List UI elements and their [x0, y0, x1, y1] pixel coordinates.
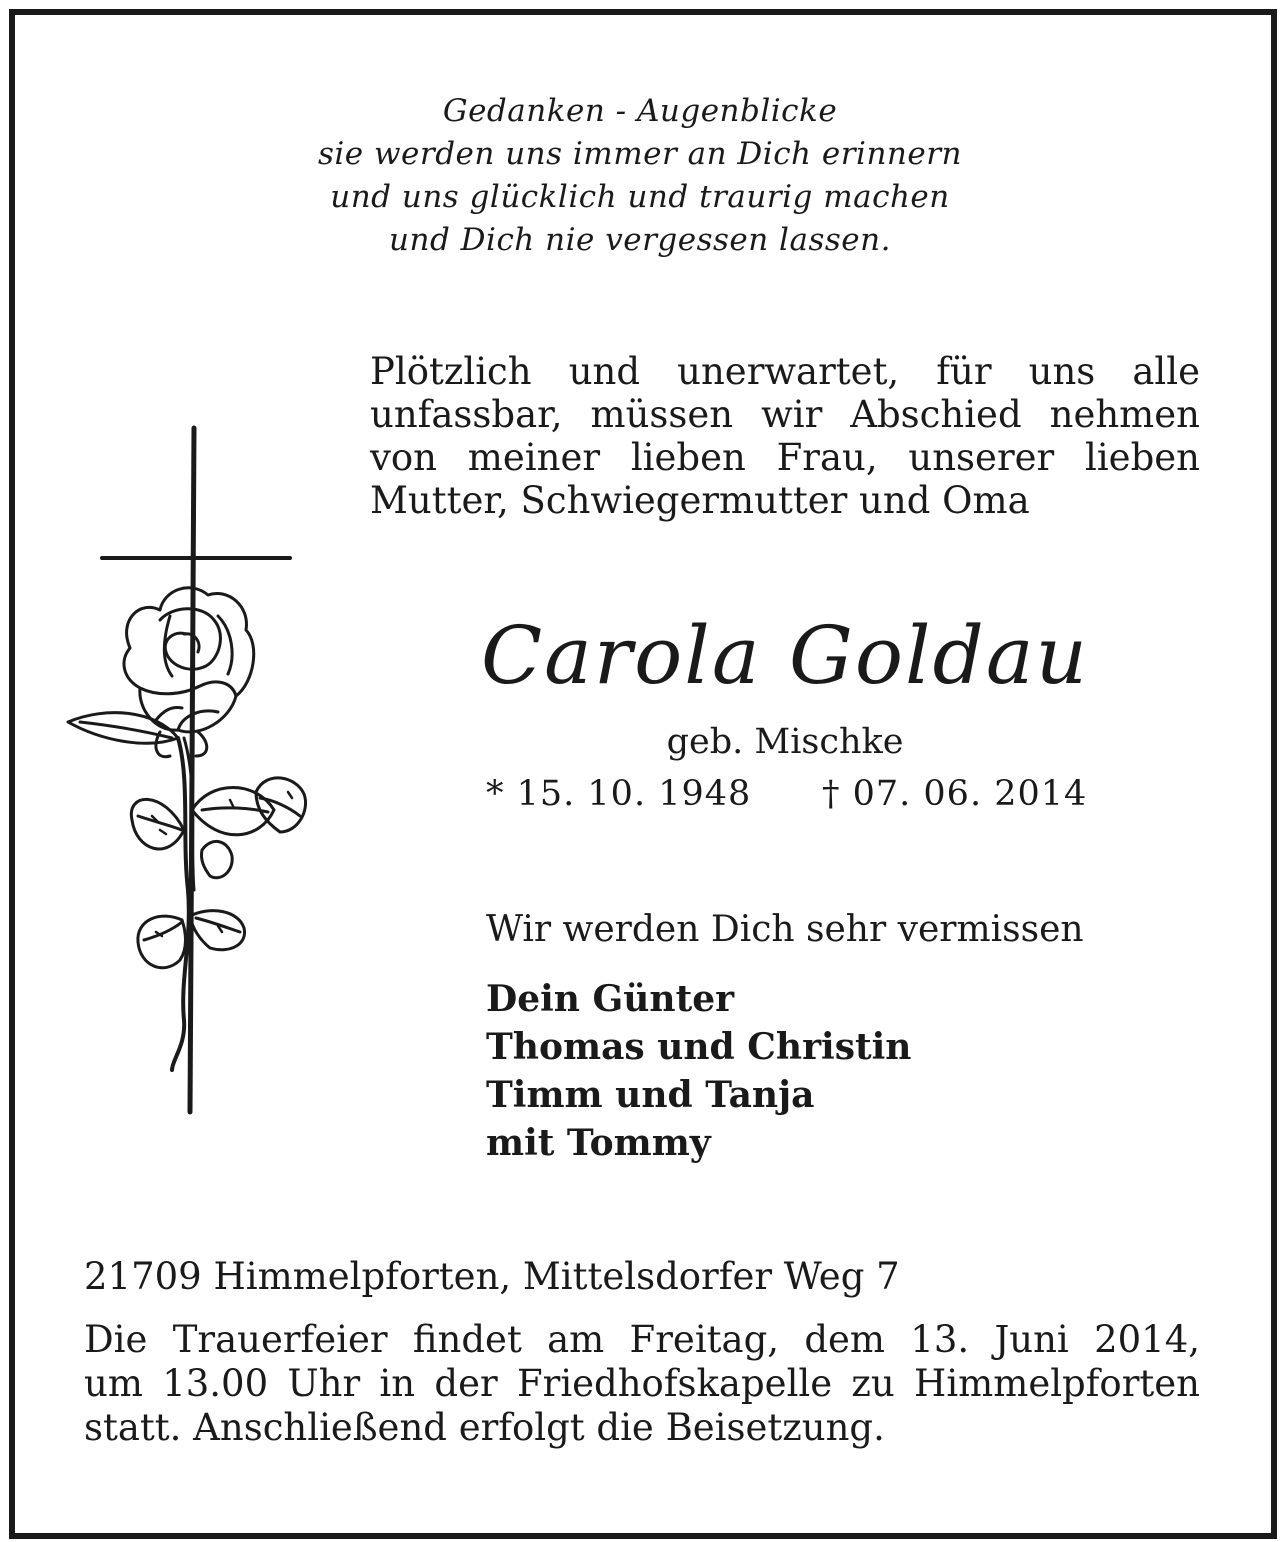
poem-line: Gedanken - Augenblicke — [442, 93, 838, 129]
service-line: statt. Anschließend erfolgt die Beisetzung. — [84, 1406, 885, 1449]
service-line: um 13.00 Uhr in der Friedhofskapelle zu Himmelpforten — [84, 1362, 1200, 1405]
poem-line: und Dich nie vergessen lassen. — [389, 222, 891, 258]
address: 21709 Himmelpforten, Mittelsdorfer Weg 7 — [84, 1255, 900, 1298]
intro-line: von meiner lieben Frau, unserer lieben — [370, 436, 1200, 479]
mourner-name: Dein Günter — [486, 978, 735, 1020]
poem-line: und uns glücklich und traurig machen — [330, 179, 950, 215]
mourner-name: Timm und Tanja — [486, 1074, 815, 1116]
deceased-name: Carola Goldau — [480, 609, 1090, 702]
cross-with-rose-icon — [60, 420, 320, 1120]
intro-text — [370, 350, 1200, 522]
mourners-list — [486, 975, 911, 1167]
poem-line: sie werden uns immer an Dich erinnern — [317, 136, 963, 172]
mourner-name: Thomas und Christin — [486, 1026, 912, 1068]
birth-date: * 15. 10. 1948 — [486, 774, 752, 814]
rose-leaf — [131, 799, 184, 849]
poem — [0, 90, 1280, 262]
rose-leaf — [201, 841, 232, 877]
birth-name: geb. Mischke — [666, 722, 904, 762]
life-dates — [486, 772, 1126, 816]
farewell-text: Wir werden Dich sehr vermissen — [486, 909, 1084, 950]
death-date: † 07. 06. 2014 — [822, 774, 1088, 814]
mourner-name: mit Tommy — [486, 1122, 711, 1164]
service-info — [84, 1318, 1200, 1450]
intro-line: Plötzlich und unerwartet, für uns alle — [370, 350, 1200, 393]
rose-stem — [172, 738, 189, 1070]
intro-line: Mutter, Schwiegermutter und Oma — [370, 479, 1030, 522]
service-line: Die Trauerfeier findet am Freitag, dem 13. Juni 2014, — [84, 1318, 1200, 1361]
intro-line: unfassbar, müssen wir Abschied nehmen — [370, 393, 1200, 436]
